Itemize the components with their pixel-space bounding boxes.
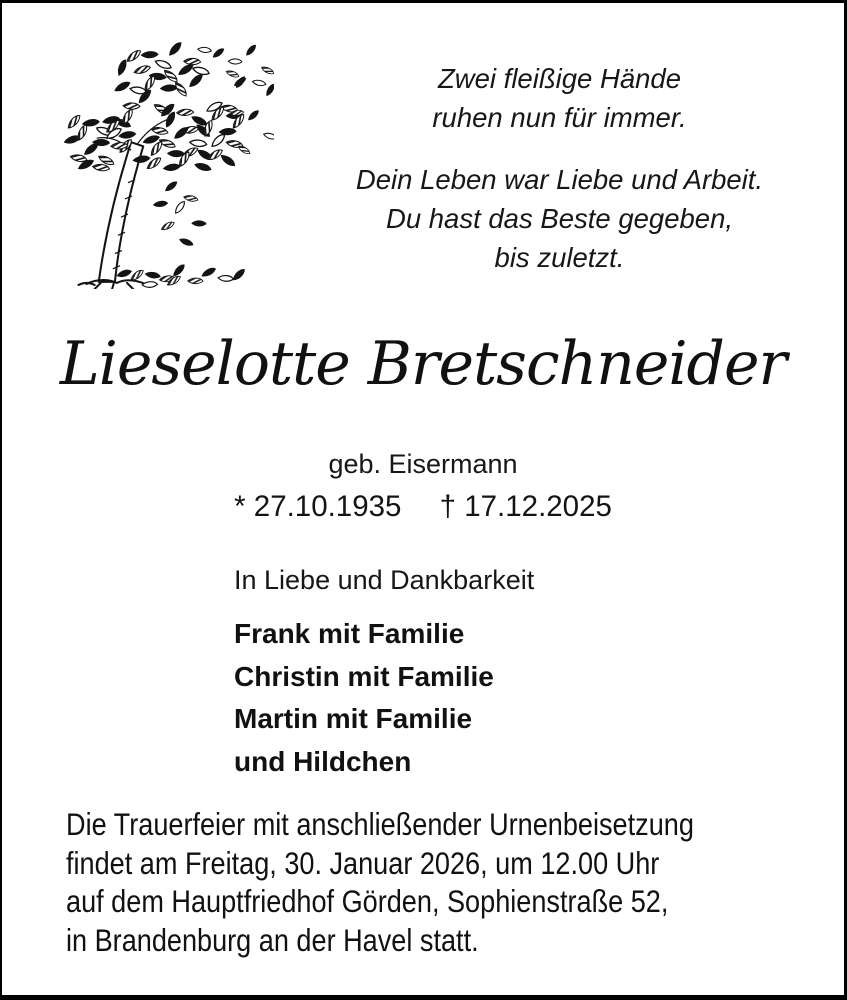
tree-svg: [56, 41, 274, 289]
funeral-line: auf dem Hauptfriedhof Görden, Sophienstraße 52,: [66, 883, 669, 919]
life-dates: [2, 490, 844, 524]
verse-line: bis zuletzt.: [494, 242, 625, 273]
verse-line: Dein Leben war Liebe und Arbeit.: [355, 164, 764, 195]
death-date: † 17.12.2025: [439, 490, 612, 523]
mourner-item: Christin mit Familie: [234, 660, 494, 692]
maiden-name: geb. Eisermann: [328, 449, 518, 479]
deceased-name: Lieselotte Bretschneider: [59, 329, 787, 399]
birth-date: * 27.10.1935: [234, 490, 402, 523]
mourner-item: und Hildchen: [234, 745, 412, 777]
funeral-line: findet am Freitag, 30. Januar 2026, um 12.00 Uhr: [66, 844, 660, 881]
verse-line: ruhen nun für immer.: [432, 102, 687, 133]
tribute-intro: In Liebe und Dankbarkeit: [234, 565, 535, 595]
funeral-line: Die Trauerfeier mit anschließender Urnenbeisetzung: [66, 806, 694, 842]
mourner-item: Frank mit Familie: [234, 618, 465, 649]
mourners-list: [234, 613, 534, 783]
verse-line: Zwei fleißige Hände: [437, 63, 682, 94]
verse-line: Du hast das Beste gegeben,: [385, 203, 734, 234]
windblown-tree-illustration: [56, 41, 274, 289]
mourner-item: Martin mit Familie: [234, 703, 473, 734]
funeral-announcement: [66, 805, 694, 959]
tribute-section: [234, 564, 534, 783]
memorial-verse: [332, 59, 787, 277]
funeral-line: in Brandenburg an der Havel statt.: [66, 921, 479, 958]
